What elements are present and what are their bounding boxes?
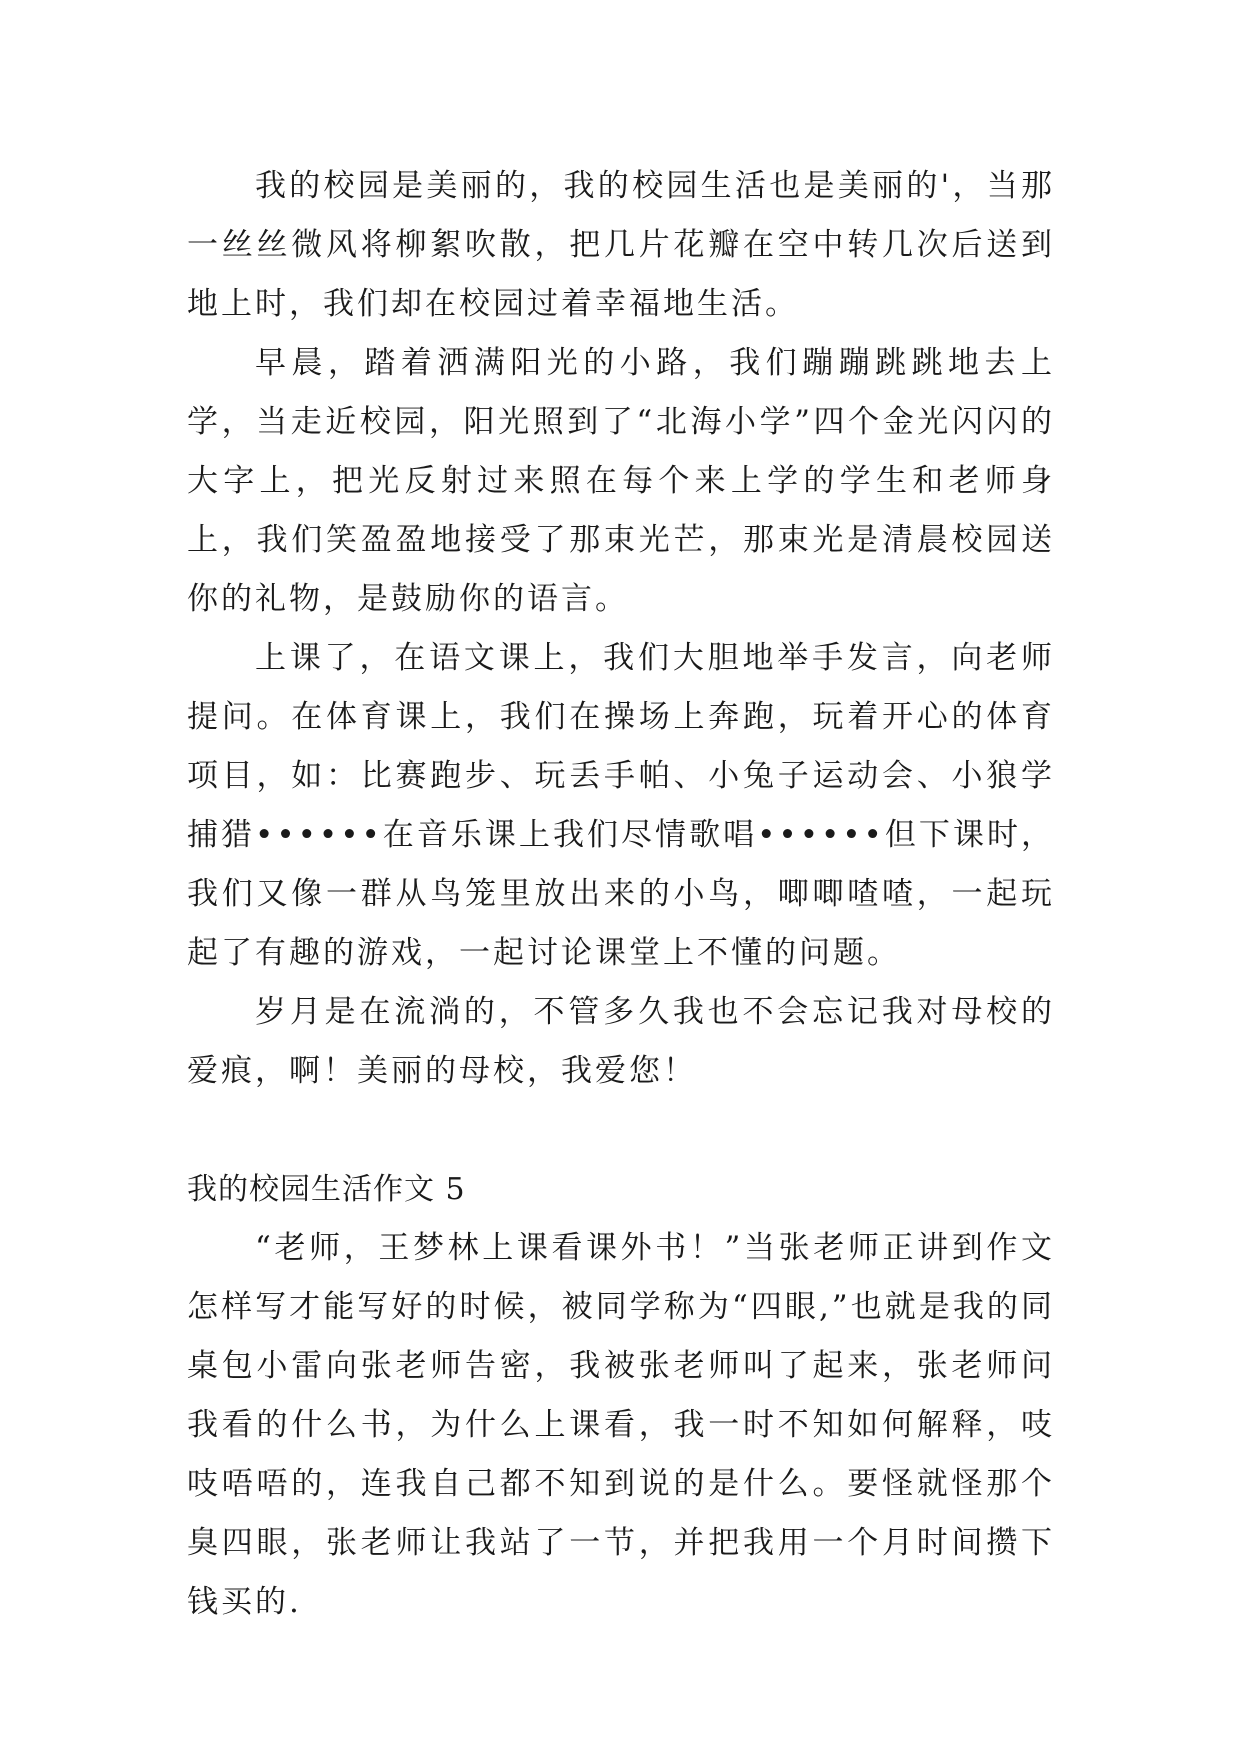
section-paragraph-1: “老师，王梦林上课看课外书！”当张老师正讲到作文怎样写才能写好的时候，被同学称为“四眼,”也就是我的同桌包小雷向张老师告密，我被张老师叫了起来，张老师问我看的什么书，为什么上课看，我一时不知如何解释，吱吱唔唔的，连我自己都不知到说的是什么。要怪就怪那个臭四眼，张老师让我站了一节，并把我用一个月时间攒下钱买的. <box>187 1230 1055 1620</box>
section-title: 我的校园生活作文 5 <box>187 1172 466 1207</box>
document-body <box>187 157 1055 1632</box>
paragraph-2: 早晨，踏着洒满阳光的小路，我们蹦蹦跳跳地去上学，当走近校园，阳光照到了“北海小学”四个金光闪闪的大字上，把光反射过来照在每个来上学的学生和老师身上，我们笑盈盈地接受了那束光芒，那束光是清晨校园送你的礼物，是鼓励你的语言。 <box>187 345 1055 617</box>
paragraph-1: 我的校园是美丽的，我的校园生活也是美丽的'，当那一丝丝微风将柳絮吹散，把几片花瓣在空中转几次后送到地上时，我们却在校园过着幸福地生活。 <box>187 168 1055 322</box>
paragraph-4: 岁月是在流淌的，不管多久我也不会忘记我对母校的爱痕，啊！美丽的母校，我爱您！ <box>187 994 1055 1089</box>
paragraph-3: 上课了，在语文课上，我们大胆地举手发言，向老师提问。在体育课上，我们在操场上奔跑，玩着开心的体育项目，如：比赛跑步、玩丢手帕、小兔子运动会、小狼学捕猎••••••在音乐课上我们尽情歌唱••••••但下课时，我们又像一群从鸟笼里放出来的小鸟，唧唧喳喳，一起玩起了有趣的游戏，一起讨论课堂上不懂的问题。 <box>187 640 1055 971</box>
